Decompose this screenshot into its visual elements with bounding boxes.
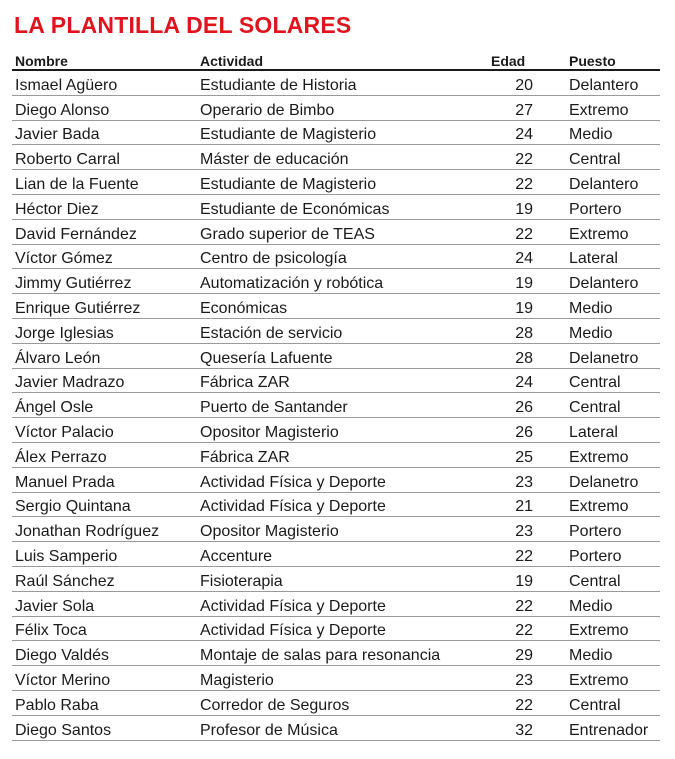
player-age: 26 xyxy=(479,393,563,418)
player-activity: Quesería Lafuente xyxy=(197,343,479,368)
player-position: Delantero xyxy=(563,70,660,95)
column-header-age: Edad xyxy=(479,49,563,70)
player-activity: Fisioterapia xyxy=(197,566,479,591)
player-position: Entrenador xyxy=(563,715,660,740)
header-row xyxy=(12,49,660,70)
player-age: 24 xyxy=(479,244,563,269)
player-position: Extremo xyxy=(563,442,660,467)
player-position: Medio xyxy=(563,318,660,343)
column-header-activity: Actividad xyxy=(197,49,479,70)
player-age: 22 xyxy=(479,542,563,567)
player-name: Ismael Agüero xyxy=(12,70,197,95)
player-age: 27 xyxy=(479,95,563,120)
player-row xyxy=(12,616,660,641)
player-name: Jonathan Rodríguez xyxy=(12,517,197,542)
player-age: 22 xyxy=(479,145,563,170)
player-activity: Estudiante de Magisterio xyxy=(197,170,479,195)
player-row xyxy=(12,393,660,418)
player-row xyxy=(12,70,660,95)
player-row xyxy=(12,690,660,715)
player-position: Medio xyxy=(563,120,660,145)
player-position: Extremo xyxy=(563,666,660,691)
player-activity: Automatización y robótica xyxy=(197,269,479,294)
player-name: Diego Alonso xyxy=(12,95,197,120)
player-activity: Estación de servicio xyxy=(197,318,479,343)
player-name: Javier Sola xyxy=(12,591,197,616)
player-activity: Corredor de Seguros xyxy=(197,690,479,715)
player-name: Álvaro León xyxy=(12,343,197,368)
column-header-position: Puesto xyxy=(563,49,660,70)
player-name: Ángel Osle xyxy=(12,393,197,418)
player-row xyxy=(12,194,660,219)
player-name: Diego Valdés xyxy=(12,641,197,666)
player-age: 19 xyxy=(479,566,563,591)
player-row xyxy=(12,566,660,591)
player-activity: Actividad Física y Deporte xyxy=(197,616,479,641)
player-name: Sergio Quintana xyxy=(12,492,197,517)
player-row xyxy=(12,269,660,294)
player-activity: Grado superior de TEAS xyxy=(197,219,479,244)
player-age: 26 xyxy=(479,418,563,443)
player-age: 25 xyxy=(479,442,563,467)
player-row xyxy=(12,343,660,368)
player-name: Javier Bada xyxy=(12,120,197,145)
player-age: 24 xyxy=(479,368,563,393)
player-row xyxy=(12,120,660,145)
player-row xyxy=(12,442,660,467)
player-name: Raúl Sánchez xyxy=(12,566,197,591)
player-age: 28 xyxy=(479,318,563,343)
roster-body xyxy=(12,70,660,740)
roster-table xyxy=(12,49,660,741)
player-row xyxy=(12,95,660,120)
player-position: Medio xyxy=(563,591,660,616)
player-position: Extremo xyxy=(563,219,660,244)
player-age: 21 xyxy=(479,492,563,517)
player-position: Delantero xyxy=(563,170,660,195)
player-activity: Montaje de salas para resonancia xyxy=(197,641,479,666)
player-position: Portero xyxy=(563,517,660,542)
player-position: Central xyxy=(563,566,660,591)
player-name: Jorge Iglesias xyxy=(12,318,197,343)
player-position: Extremo xyxy=(563,95,660,120)
player-position: Central xyxy=(563,393,660,418)
player-activity: Estudiante de Económicas xyxy=(197,194,479,219)
player-name: Víctor Merino xyxy=(12,666,197,691)
player-position: Lateral xyxy=(563,418,660,443)
player-age: 19 xyxy=(479,269,563,294)
player-row xyxy=(12,145,660,170)
player-row xyxy=(12,715,660,740)
player-name: David Fernández xyxy=(12,219,197,244)
player-position: Extremo xyxy=(563,492,660,517)
column-header-name: Nombre xyxy=(12,49,197,70)
player-age: 19 xyxy=(479,194,563,219)
player-position: Central xyxy=(563,690,660,715)
player-name: Víctor Gómez xyxy=(12,244,197,269)
player-activity: Actividad Física y Deporte xyxy=(197,492,479,517)
player-activity: Actividad Física y Deporte xyxy=(197,591,479,616)
player-age: 24 xyxy=(479,120,563,145)
player-row xyxy=(12,542,660,567)
player-activity: Fábrica ZAR xyxy=(197,442,479,467)
player-age: 23 xyxy=(479,517,563,542)
player-activity: Estudiante de Historia xyxy=(197,70,479,95)
player-activity: Económicas xyxy=(197,294,479,319)
player-position: Portero xyxy=(563,194,660,219)
player-age: 23 xyxy=(479,467,563,492)
player-name: Roberto Carral xyxy=(12,145,197,170)
player-position: Extremo xyxy=(563,616,660,641)
player-age: 23 xyxy=(479,666,563,691)
player-name: Víctor Palacio xyxy=(12,418,197,443)
player-age: 19 xyxy=(479,294,563,319)
player-row xyxy=(12,294,660,319)
player-row xyxy=(12,219,660,244)
player-position: Medio xyxy=(563,294,660,319)
player-name: Pablo Raba xyxy=(12,690,197,715)
player-row xyxy=(12,318,660,343)
player-activity: Profesor de Música xyxy=(197,715,479,740)
player-age: 22 xyxy=(479,219,563,244)
player-row xyxy=(12,418,660,443)
player-name: Manuel Prada xyxy=(12,467,197,492)
player-row xyxy=(12,641,660,666)
player-activity: Fábrica ZAR xyxy=(197,368,479,393)
player-activity: Opositor Magisterio xyxy=(197,517,479,542)
player-name: Javier Madrazo xyxy=(12,368,197,393)
player-row xyxy=(12,492,660,517)
player-age: 22 xyxy=(479,616,563,641)
player-activity: Operario de Bimbo xyxy=(197,95,479,120)
player-name: Álex Perrazo xyxy=(12,442,197,467)
player-activity: Estudiante de Magisterio xyxy=(197,120,479,145)
page-title: LA PLANTILLA DEL SOLARES xyxy=(14,12,352,38)
player-activity: Accenture xyxy=(197,542,479,567)
player-name: Enrique Gutiérrez xyxy=(12,294,197,319)
player-age: 22 xyxy=(479,690,563,715)
player-position: Delantero xyxy=(563,269,660,294)
player-row xyxy=(12,591,660,616)
player-row xyxy=(12,517,660,542)
player-position: Portero xyxy=(563,542,660,567)
player-position: Delanetro xyxy=(563,343,660,368)
player-activity: Opositor Magisterio xyxy=(197,418,479,443)
player-activity: Máster de educación xyxy=(197,145,479,170)
player-row xyxy=(12,170,660,195)
player-age: 22 xyxy=(479,170,563,195)
player-age: 22 xyxy=(479,591,563,616)
player-position: Central xyxy=(563,368,660,393)
player-position: Medio xyxy=(563,641,660,666)
player-age: 28 xyxy=(479,343,563,368)
player-position: Delanetro xyxy=(563,467,660,492)
player-row xyxy=(12,467,660,492)
player-activity: Centro de psicología xyxy=(197,244,479,269)
player-name: Héctor Diez xyxy=(12,194,197,219)
player-row xyxy=(12,244,660,269)
player-name: Luis Samperio xyxy=(12,542,197,567)
player-name: Félix Toca xyxy=(12,616,197,641)
player-name: Jimmy Gutiérrez xyxy=(12,269,197,294)
player-row xyxy=(12,368,660,393)
player-row xyxy=(12,666,660,691)
player-name: Diego Santos xyxy=(12,715,197,740)
player-activity: Actividad Física y Deporte xyxy=(197,467,479,492)
player-position: Central xyxy=(563,145,660,170)
player-age: 32 xyxy=(479,715,563,740)
player-name: Lian de la Fuente xyxy=(12,170,197,195)
player-age: 29 xyxy=(479,641,563,666)
player-position: Lateral xyxy=(563,244,660,269)
player-age: 20 xyxy=(479,70,563,95)
player-activity: Puerto de Santander xyxy=(197,393,479,418)
player-activity: Magisterio xyxy=(197,666,479,691)
